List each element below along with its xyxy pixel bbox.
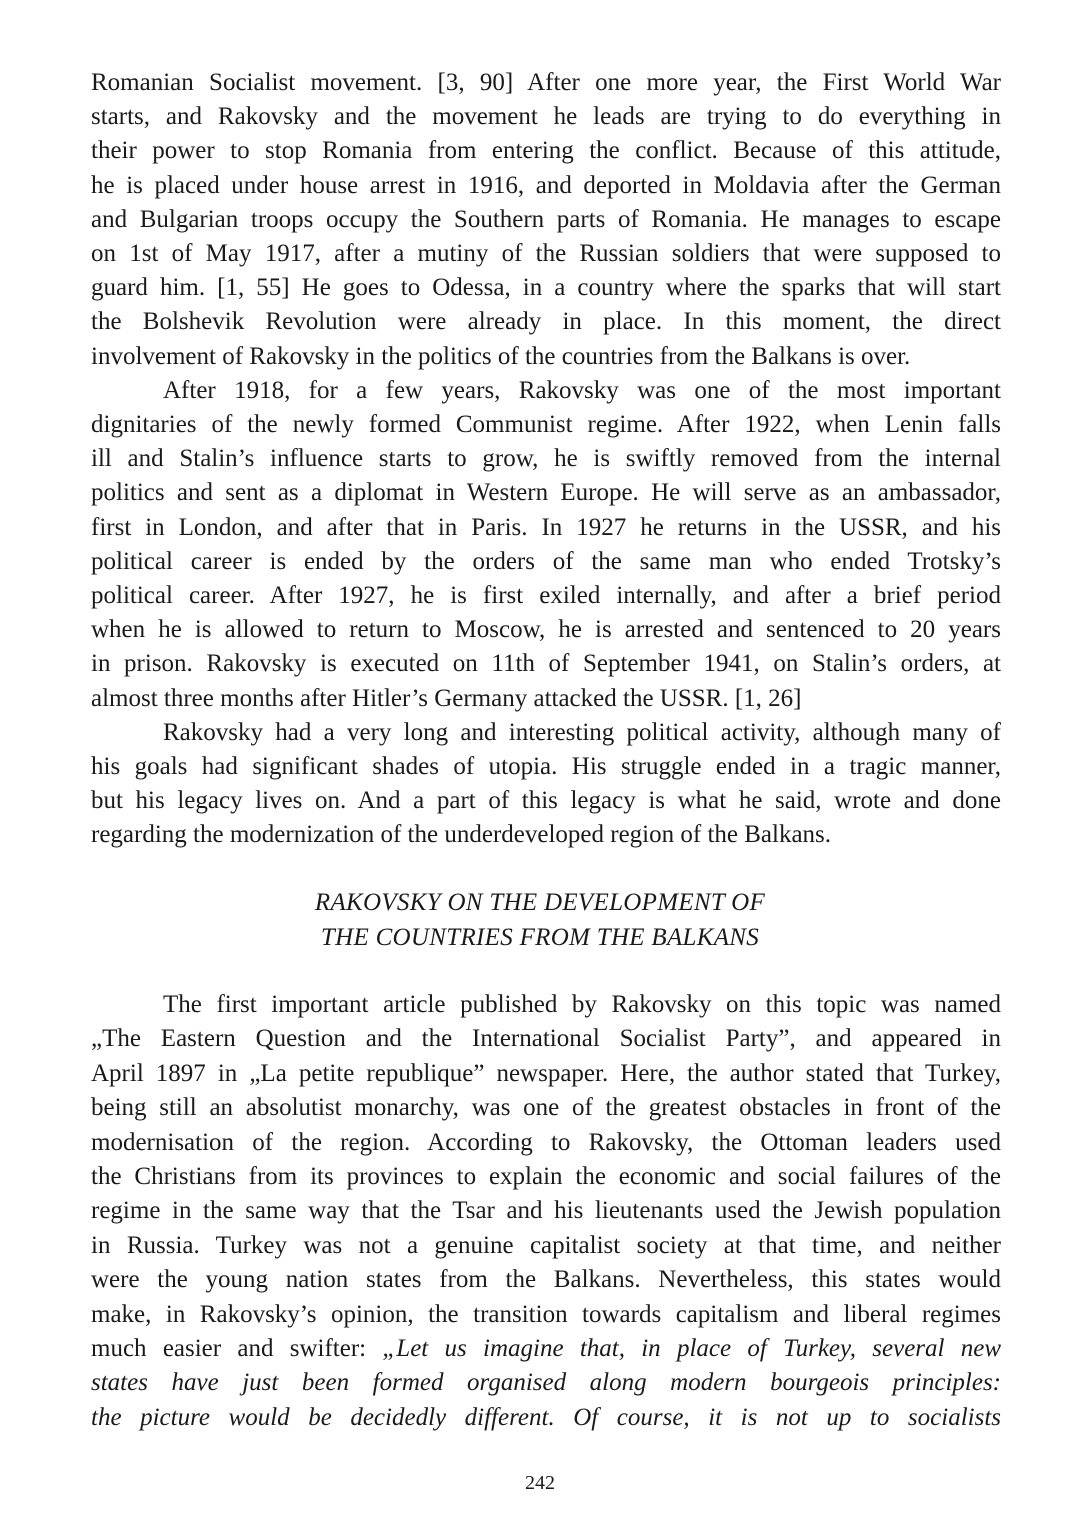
paragraph-line: Rakovsky had a very long and interesting political activity, although many of xyxy=(163,718,1001,746)
paragraph-line: almost three months after Hitler’s Germany attacked the USSR. [1, 26] xyxy=(91,684,802,712)
quote-segment: „Let us imagine that, in place of Turkey, several new xyxy=(382,1335,1002,1362)
paragraph-line: regime in the same way that the Tsar and his lieutenants used the Jewish population xyxy=(91,1197,1001,1225)
paragraph-line: involvement of Rakovsky in the politics of the countries from the Balkans is over. xyxy=(91,342,911,370)
paragraph-line: make, in Rakovsky’s opinion, the transition towards capitalism and liberal regimes xyxy=(91,1300,1001,1328)
page-number: 242 xyxy=(525,1472,555,1494)
quote-line: states have just been formed organised along modern bourgeois principles: xyxy=(91,1369,1001,1397)
paragraph-line: starts, and Rakovsky and the movement he leads are trying to do everything in xyxy=(91,103,1001,131)
paragraph-line: their power to stop Romania from entering the conflict. Because of this attitude, xyxy=(91,137,1001,165)
paragraph-line: modernisation of the region. According to Rakovsky, the Ottoman leaders used xyxy=(91,1128,1001,1156)
paragraph-line: being still an absolutist monarchy, was one of the greatest obstacles in front of the xyxy=(91,1094,1001,1122)
paragraph-line: the Bolshevik Revolution were already in place. In this moment, the direct xyxy=(91,308,1001,336)
paragraph-line: on 1st of May 1917, after a mutiny of the Russian soldiers that were supposed to xyxy=(91,240,1001,267)
paragraph-line: After 1918, for a few years, Rakovsky was one of the most important xyxy=(163,376,1001,404)
paragraph-line: dignitaries of the newly formed Communist regime. After 1922, when Lenin falls xyxy=(91,411,1001,438)
paragraph-line: political career is ended by the orders of the same man who ended Trotsky’s xyxy=(91,547,1001,575)
paragraph-line: ill and Stalin’s influence starts to grow, he is swiftly removed from the internal xyxy=(91,445,1001,473)
paragraph-line: The first important article published by Rakovsky on this topic was named xyxy=(163,991,1001,1018)
quote-line: the picture would be decidedly different. Of course, it is not up to socialists xyxy=(91,1403,1001,1431)
paragraph-line: Romanian Socialist movement. [3, 90] After one more year, the First World War xyxy=(91,69,1001,96)
paragraph-line: first in London, and after that in Paris. In 1927 he returns in the USSR, and his xyxy=(91,513,1001,541)
paragraph-line: his goals had significant shades of utopia. His struggle ended in a tragic manner, xyxy=(91,753,1001,780)
paragraph-line: but his legacy lives on. And a part of this legacy is what he said, wrote and done xyxy=(91,787,1001,815)
paragraph-line: political career. After 1927, he is first exiled internally, and after a brief period xyxy=(91,582,1001,609)
paragraph-line-with-quote xyxy=(91,1332,1001,1366)
paragraph-line: when he is allowed to return to Moscow, he is arrested and sentenced to 20 years xyxy=(91,616,1001,644)
paragraph-line: politics and sent as a diplomat in Western Europe. He will serve as an ambassador, xyxy=(91,479,1001,507)
paragraph-line: were the young nation states from the Balkans. Nevertheless, this states would xyxy=(91,1266,1001,1294)
paragraph-line: he is placed under house arrest in 1916, and deported in Moldavia after the German xyxy=(91,171,1001,199)
paragraph-line: „The Eastern Question and the International Socialist Party”, and appeared in xyxy=(91,1025,1001,1053)
paragraph-line: guard him. [1, 55] He goes to Odessa, in a country where the sparks that will start xyxy=(91,274,1001,302)
paragraph-line: and Bulgarian troops occupy the Southern parts of Romania. He manages to escape xyxy=(91,205,1001,233)
paragraph-line: in prison. Rakovsky is executed on 11th of September 1941, on Stalin’s orders, at xyxy=(91,650,1001,678)
paragraph-line: regarding the modernization of the underdeveloped region of the Balkans. xyxy=(91,821,832,849)
paragraph-line: in Russia. Turkey was not a genuine capitalist society at that time, and neither xyxy=(91,1231,1001,1259)
section-heading-line-2: THE COUNTRIES FROM THE BALKANS xyxy=(320,924,760,951)
text-segment: much easier and swifter: xyxy=(91,1335,383,1362)
paragraph-line: April 1897 in „La petite republique” newspaper. Here, the author stated that Turkey, xyxy=(91,1059,1001,1087)
section-heading-line-1: RAKOVSKY ON THE DEVELOPMENT OF xyxy=(314,889,766,916)
paragraph-line: the Christians from its provinces to explain the economic and social failures of the xyxy=(91,1163,1001,1190)
